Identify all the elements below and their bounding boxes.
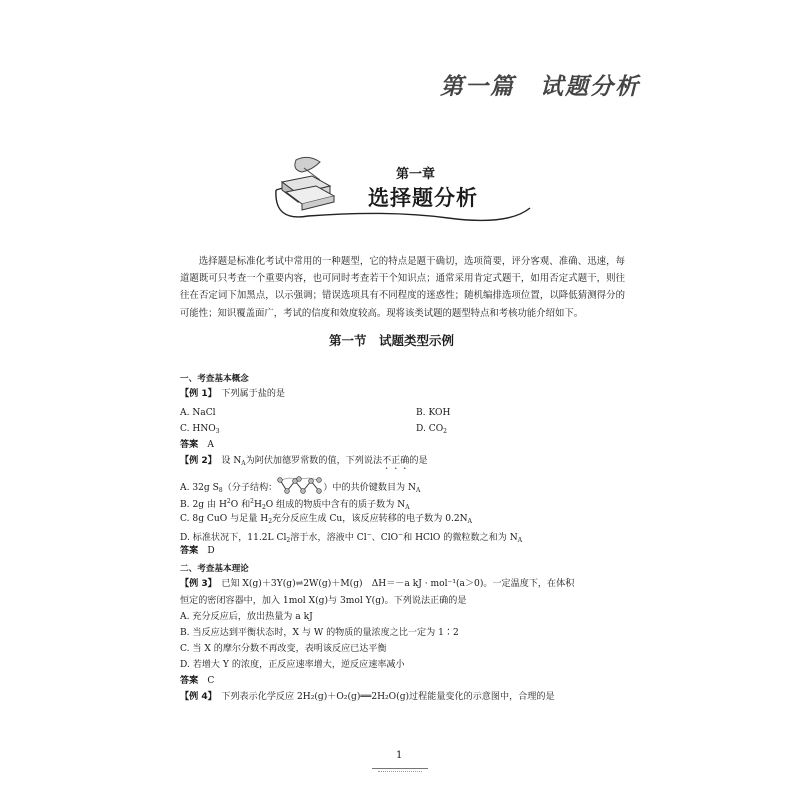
page-number-rule-dotted [378,771,422,772]
example-3-answer: 答案 C [180,676,215,686]
example-2-option-b: B. 2g 由 $H^2O$ 和$^2H_2O$ 组成的物质中含有的质子数为 $N_A$ [180,498,410,511]
example-1-option-b: B. KOH [416,408,451,418]
example-3-option-d: D. 若增大 Y 的浓度，正反应速率增大，逆反应速率减小 [180,660,405,670]
page-number: 1 [396,750,403,761]
example-1-option-c: C. $HNO_3$ [180,424,220,435]
heading-basic-theory: 二、考查基本理论 [180,564,249,574]
example-2-answer: 答案 D [180,546,215,556]
intro-paragraph: 选择题是标准化考试中常用的一种题型，它的特点是题干确切，选项简要，评分客观、准确、迅速，每道题既可只考查一个重要内容，也可同时考查若干个知识点；通常采用肯定式题干，如用否定式题干，则往往在否定词下加黑点，以示强调；错误选项具有不同程度的迷惑性；随机编排选项位置，以降低猜测得分的可能性；知识覆盖面广，考试的信度和效度较高。现将该类试题的题型特点和考核功能介绍如下。 [180,256,625,319]
part-title: 第一篇 试题分析 [440,74,640,100]
s8-molecule-structure-icon [277,476,323,496]
example-4-stem: 【例 4】 下列表示化学反应 2H₂(g)＋O₂(g)══2H₂O(g)过程能量变化的示意图中，合理的是 [180,692,555,702]
example-3-option-c: C. 当 X 的摩尔分数不再改变，表明该反应已达平衡 [180,644,387,654]
example-1-answer: 答案 A [180,440,214,450]
example-2-option-c: C. 8g CuO 与足量 $H_2$充分反应生成 Cu，该反应转移的电子数为 $0.2N_A$ [180,514,472,525]
chapter-number: 第一章 [396,167,436,182]
example-3-option-a: A. 充分反应后，放出热量为 a kJ [180,612,313,622]
example-1-option-a: A. NaCl [180,408,216,418]
example-3-option-b: B. 当反应达到平衡状态时，X 与 W 的物质的量浓度之比一定为 1∶2 [180,628,459,638]
example-2-stem: 【例 2】 设 $N_A$为阿伏加德罗常数的值，下列说法不正确的是 [180,456,428,467]
example-2-option-d: D. 标准状况下，11.2L $Cl_2$溶于水，溶液中 Cl−、ClO−和 HClO 的微粒数之和为 $N_A$ [180,531,523,544]
example-3-stem-line-1: 【例 3】 已知 X(g)＋3Y(g)⇌2W(g)＋M(g) ΔH＝－a kJ · mol⁻¹(a＞0)。一定温度下，在体积 [180,579,575,589]
example-3-stem-line-2: 恒定的密闭容器中，加入 1mol X(g)与 3mol Y(g)。下列说法正确的是 [180,596,467,606]
example-2-option-a: A. 32g $S_8$（分子结构： ）中的共价键数目为 $N_A$ [180,476,420,497]
example-1-option-d: D. $CO_2$ [416,424,447,435]
page-number-rule [372,768,428,769]
example-1-stem: 【例 1】 下列属于盐的是 [180,389,286,399]
chapter-title: 选择题分析 [368,186,478,210]
heading-basic-concepts: 一、考查基本概念 [180,374,249,384]
section-title: 第一节 试题类型示例 [329,333,455,348]
